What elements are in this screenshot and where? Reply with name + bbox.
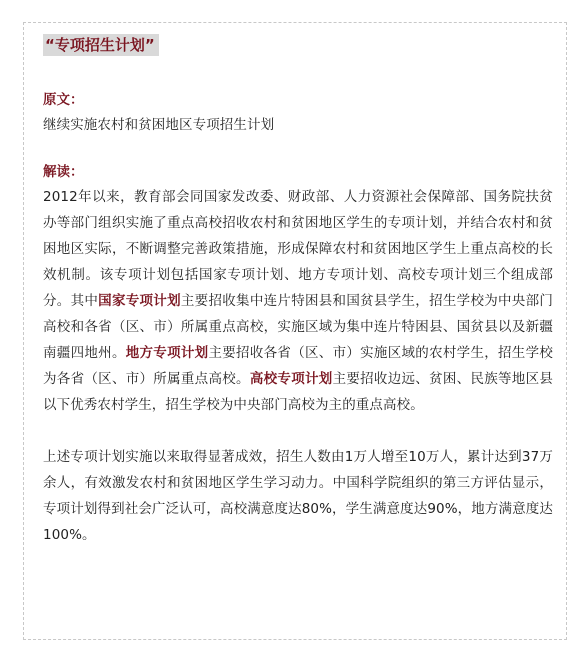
paragraph-text: 2012年以来，教育部会同国家发改委、财政部、人力资源社会保障部、国务院扶贫办等部门组织实施了重点高校招收农村和贫困地区学生的专项计划，并结合农村和贫困地区实际，不断调整完善政策措施，形成保障农村和贫困地区学生上重点高校的长效机制。该专项计划包括国家专项计划、地方专项计划、高校专项计划三个组成部分。其中 bbox=[43, 189, 553, 309]
title-wrap bbox=[43, 34, 553, 60]
interpretation-paragraph-2: 上述专项计划实施以来取得显著成效，招生人数由1万人增至10万人，累计达到37万余人，有效激发农村和贫困地区学生学习动力。中国科学院组织的第三方评估显示，专项计划得到社会广泛认可，高校满意度达80%，学生满意度达90%，地方满意度达100%。 bbox=[43, 449, 553, 543]
article-title: “专项招生计划” bbox=[43, 34, 159, 56]
highlight-local-plan: 地方专项计划 bbox=[125, 345, 209, 361]
highlight-national-plan: 国家专项计划 bbox=[98, 293, 181, 309]
interpretation-paragraph-1 bbox=[43, 184, 553, 418]
original-label: 原文： bbox=[43, 92, 84, 108]
paragraph-text: 主要招收集中连片特困县和国贫县学生，招生学校为中央部门高校和各省（区、市）所属重点高校，实施区域为集中连片特困县、国贫县以及新疆南疆四地州。 bbox=[43, 293, 553, 361]
paragraph-text: 主要招收边远、贫困、民族等地区县以下优秀农村学生，招生学校为中央部门高校为主的重点高校。 bbox=[43, 371, 553, 413]
article-content bbox=[43, 34, 553, 548]
paragraph-text: 主要招收各省（区、市）实施区域的农村学生，招生学校为各省（区、市）所属重点高校。 bbox=[43, 345, 553, 387]
interpretation-label: 解读： bbox=[43, 164, 84, 180]
original-text: 继续实施农村和贫困地区专项招生计划 bbox=[43, 117, 275, 133]
highlight-university-plan: 高校专项计划 bbox=[249, 371, 333, 387]
